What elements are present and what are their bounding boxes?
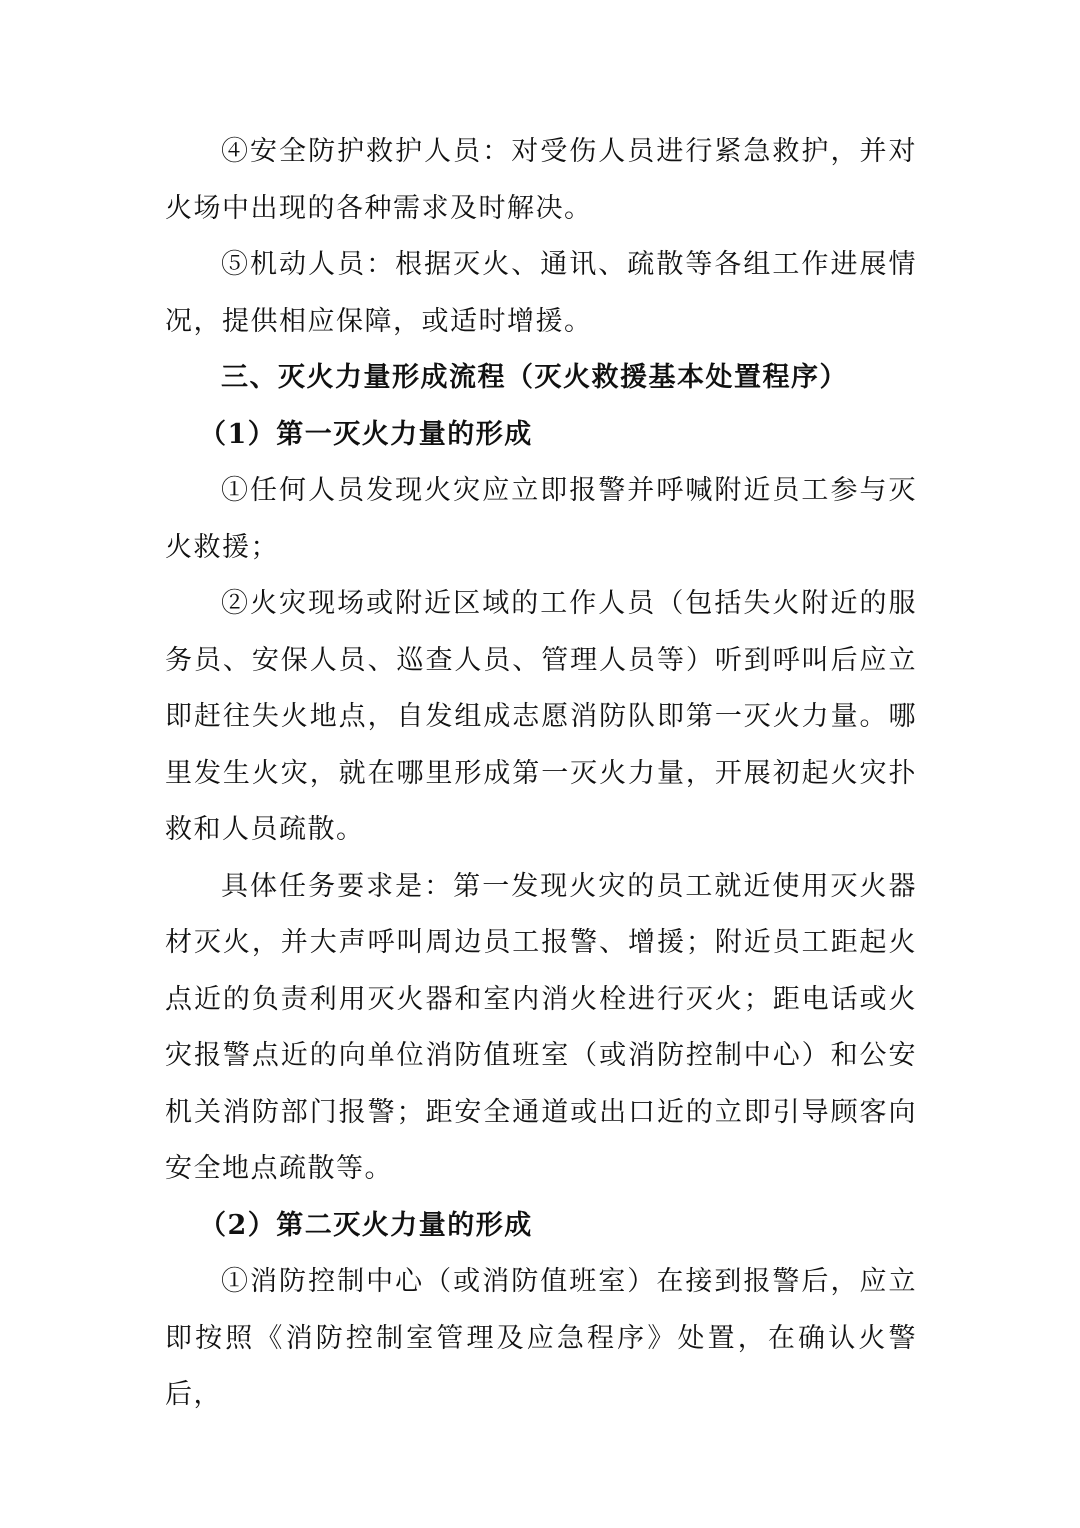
- paragraph-report-fire: ①任何人员发现火灾应立即报警并呼喊附近员工参与灭火救援；: [165, 475, 917, 563]
- document-page: [165, 124, 917, 1424]
- paragraph-control-center: ①消防控制中心（或消防值班室）在接到报警后，应立即按照《消防控制室管理及应急程序》处置，在确认火警后，: [165, 1266, 917, 1410]
- paragraph-task-requirements: 具体任务要求是：第一发现火灾的员工就近使用灭火器材灭火，并大声呼叫周边员工报警、增援；附近员工距起火点近的负责利用灭火器和室内消火栓进行灭火；距电话或火灾报警点近的向单位消防值班室（或消防控制中心）和公安机关消防部门报警；距安全通道或出口近的立即引导顾客向安全地点疏散等。: [165, 870, 917, 1184]
- section-heading-3: 三、灭火力量形成流程（灭火救援基本处置程序）: [221, 362, 848, 393]
- subheading-first-force: （1）第一灭火力量的形成: [199, 418, 533, 450]
- paragraph-rescue-personnel: ④安全防护救护人员：对受伤人员进行紧急救护，并对火场中出现的各种需求及时解决。: [165, 136, 917, 224]
- subheading-second-force: （2）第二灭火力量的形成: [199, 1209, 533, 1241]
- paragraph-mobile-personnel: ⑤机动人员：根据灭火、通讯、疏散等各组工作进展情况，提供相应保障，或适时增援。: [165, 249, 917, 337]
- paragraph-nearby-staff: ②火灾现场或附近区域的工作人员（包括失火附近的服务员、安保人员、巡查人员、管理人员等）听到呼叫后应立即赶往失火地点，自发组成志愿消防队即第一灭火力量。哪里发生火灾，就在哪里形成第一灭火力量，开展初起火灾扑救和人员疏散。: [165, 588, 917, 845]
